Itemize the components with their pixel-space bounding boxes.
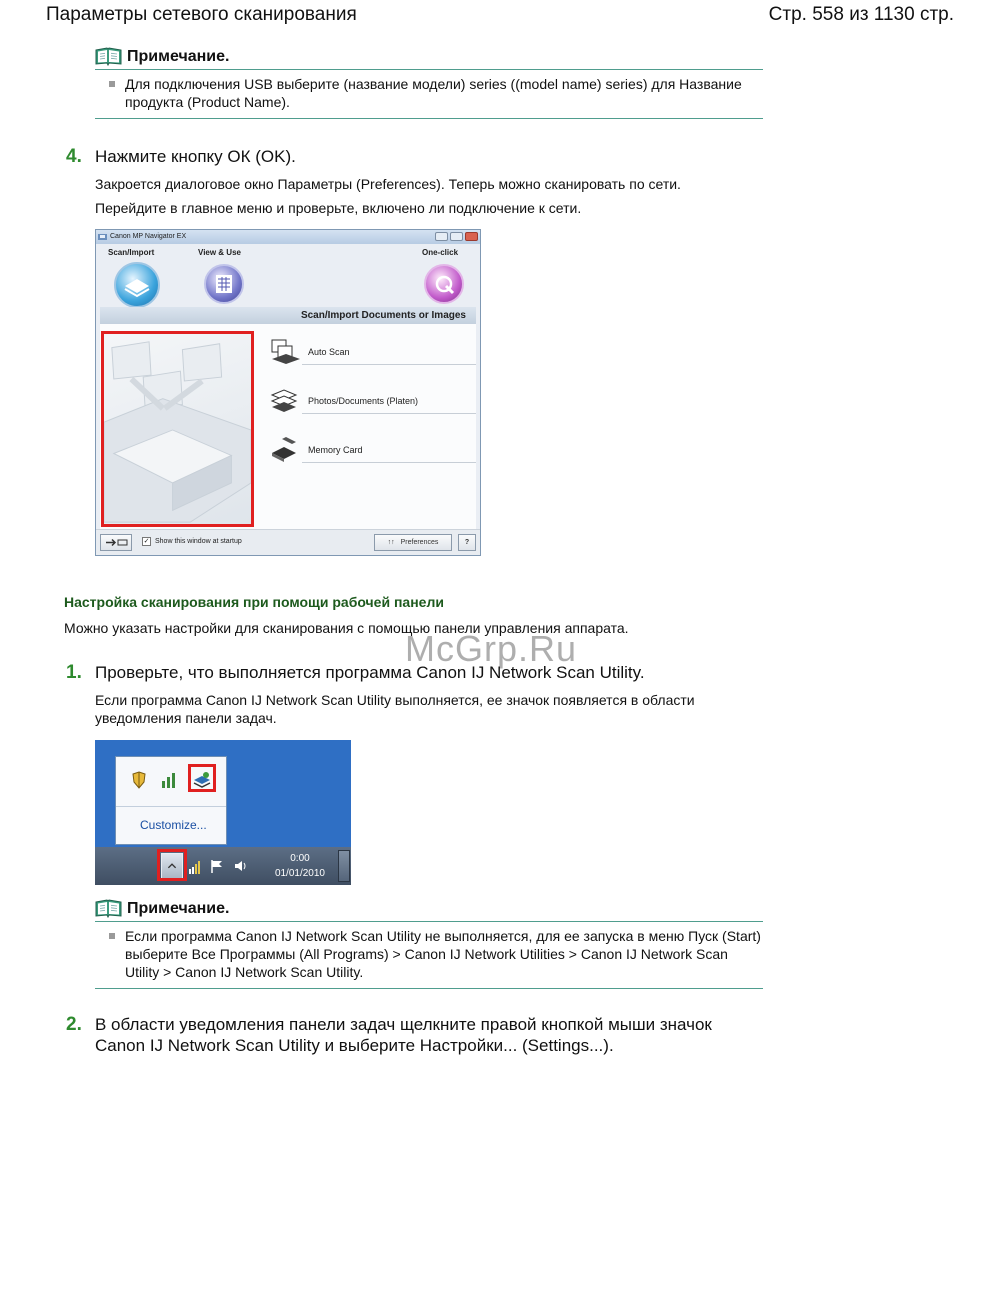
- note-title: Примечание.: [127, 899, 230, 917]
- note-header: [95, 896, 763, 922]
- navigator-screenshot: [95, 229, 481, 556]
- popup-separator: [116, 806, 226, 807]
- clock-time: 0:00: [290, 853, 310, 864]
- watermark: McGrp.Ru: [405, 628, 578, 669]
- help-button[interactable]: ?: [458, 534, 476, 551]
- auto-scan-icon: [266, 337, 302, 367]
- step-4: [66, 146, 296, 167]
- note-item: Если программа Canon IJ Network Scan Utility не выполняется, для ее запуска в меню Пуск (Start) выберите Все Программы (All Programs) > Canon IJ Network Utilities > Canon IJ Network Scan Utility > Canon IJ Network Scan Utility.: [95, 927, 763, 981]
- step-text: В области уведомления панели задач щелкните правой кнопкой мыши значок Canon IJ Network Scan Utility и выберите Настройки... (Settings...).: [95, 1015, 712, 1055]
- note-book-icon: [95, 47, 122, 66]
- step-4-paragraph-2: Перейдите в главное меню и проверьте, включено ли подключение к сети.: [95, 200, 582, 216]
- memory-card-icon: [266, 435, 302, 465]
- tab-one-click[interactable]: One-click: [422, 248, 459, 257]
- action-center-flag-icon[interactable]: [209, 858, 225, 874]
- note-body: [95, 70, 763, 119]
- step-4-paragraph-1: Закроется диалоговое окно Параметры (Preferences). Теперь можно сканировать по сети.: [95, 176, 681, 192]
- preferences-icon: ↑↑: [387, 539, 395, 546]
- tab-view-use[interactable]: View & Use: [198, 248, 241, 257]
- preferences-button[interactable]: [374, 534, 452, 551]
- show-at-startup-label: Show this window at startup: [155, 538, 242, 545]
- step-number: 1.: [66, 662, 82, 683]
- show-hidden-icons-highlight: [157, 849, 187, 881]
- navigator-footer: [96, 529, 480, 555]
- network-signal-icon[interactable]: [160, 771, 178, 789]
- window-controls: [435, 232, 478, 241]
- memory-card-label: Memory Card: [302, 445, 476, 463]
- clock-date: 01/01/2010: [274, 868, 325, 879]
- shield-icon[interactable]: [132, 771, 146, 789]
- memory-card-item[interactable]: [266, 435, 476, 465]
- network-computers-illustration: [104, 334, 251, 524]
- scan-import-icon[interactable]: [114, 262, 160, 308]
- auto-scan-item[interactable]: [266, 337, 476, 367]
- photos-documents-item[interactable]: [266, 386, 476, 416]
- navigator-window-title: Canon MP Navigator EX: [110, 233, 187, 240]
- step-number: 4.: [66, 146, 82, 167]
- step-text: Нажмите кнопку ОК (OK).: [95, 147, 296, 166]
- tab-scan-import[interactable]: Scan/Import: [108, 248, 155, 257]
- volume-icon[interactable]: [233, 858, 249, 874]
- note-box: [95, 44, 763, 119]
- section-heading: Настройка сканирования при помощи рабочей панели: [64, 594, 444, 610]
- checkbox-checked-icon[interactable]: ✓: [143, 538, 150, 545]
- show-at-startup-checkbox[interactable]: [142, 537, 242, 546]
- photos-documents-label: Photos/Documents (Platen): [302, 396, 476, 414]
- step-2: [66, 1014, 766, 1056]
- network-illustration-highlight: [101, 331, 254, 527]
- close-icon[interactable]: [465, 232, 478, 241]
- note-book-icon: [95, 899, 122, 918]
- note-item: Для подключения USB выберите (название модели) series ((model name) series) для Название продукта (Product Name).: [95, 75, 763, 111]
- photos-documents-icon: [266, 386, 302, 416]
- page-counter: Стр. 558 из 1130 стр.: [768, 4, 954, 25]
- minimize-icon[interactable]: [435, 232, 448, 241]
- navigator-titlebar: [96, 230, 480, 244]
- system-clock[interactable]: [275, 851, 325, 881]
- signal-bars-icon[interactable]: [188, 859, 202, 875]
- arrow-right-icon: [101, 535, 131, 550]
- section-intro: Можно указать настройки для сканирования с помощью панели управления аппарата.: [64, 620, 629, 636]
- section-title-bar: Scan/Import Documents or Images: [100, 307, 476, 324]
- note-box: [95, 896, 763, 989]
- app-icon: [98, 233, 107, 241]
- customize-link[interactable]: Customize...: [140, 818, 207, 832]
- scan-utility-highlight: [188, 764, 216, 792]
- navigator-tabs: [96, 248, 480, 308]
- preferences-label: Preferences: [400, 539, 439, 546]
- tray-screenshot: [95, 740, 351, 885]
- show-desktop-button[interactable]: [338, 850, 350, 882]
- step-number: 2.: [66, 1014, 82, 1035]
- switch-mode-button[interactable]: [100, 534, 132, 551]
- note-body: [95, 922, 763, 989]
- step-text: Проверьте, что выполняется программа Canon IJ Network Scan Utility.: [95, 663, 645, 682]
- step-1: [66, 662, 645, 683]
- taskbar: [95, 847, 351, 885]
- document-title: Параметры сетевого сканирования: [46, 4, 357, 25]
- note-header: [95, 44, 763, 70]
- note-title: Примечание.: [127, 47, 230, 65]
- maximize-icon[interactable]: [450, 232, 463, 241]
- view-use-icon[interactable]: [204, 264, 244, 304]
- auto-scan-label: Auto Scan: [302, 347, 476, 365]
- one-click-icon[interactable]: [424, 264, 464, 304]
- step-1-paragraph: Если программа Canon IJ Network Scan Utility выполняется, ее значок появляется в области уведомления панели задач.: [95, 692, 695, 726]
